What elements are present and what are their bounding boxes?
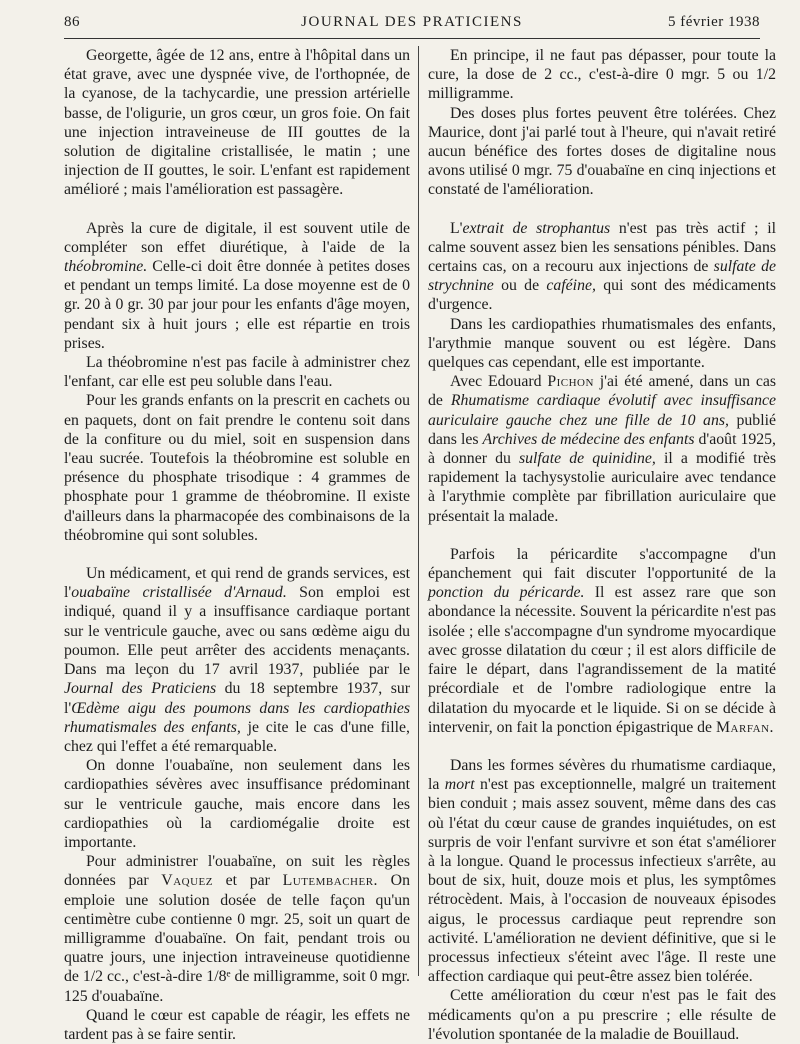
- paragraph: Dans les cardiopathies rhumatismales des enfants, l'arythmie manque souvent ou est légère. Dans quelques cas cependant, elle est importante.: [428, 315, 776, 372]
- column-divider: [418, 46, 419, 976]
- paragraph: Des doses plus fortes peuvent être tolérées. Chez Maurice, dont j'ai parlé tout à l'heure, qui n'avait retiré aucun bénéfice des fortes doses de digitaline nous avons utilisé 0 mgr. 75 d'ouabaïne en cinq injections et constaté de l'amélioration.: [428, 104, 776, 199]
- paragraph: Après la cure de digitale, il est souvent utile de compléter son effet diurétique, à l'aide de la théobromine. Celle-ci doit être donnée à petites doses et pendant un temps limité. La dose moyenne est de 0 gr. 20 à 0 gr. 30 par jour pour les enfants d'âge moyen, pendant six à huit jours ; elle est répartie en trois prises.: [64, 219, 410, 352]
- running-header: [64, 14, 760, 38]
- paragraph: Cette amélioration du cœur n'est pas le fait des médicaments qu'on a pu prescrire ; elle résulte de l'évolution spontanée de la maladie de Bouillaud.: [428, 987, 776, 1043]
- paragraph: L'extrait de strophantus n'est pas très actif ; il calme souvent assez bien les sensations pénibles. Dans certains cas, on a recouru aux injections de sulfate de strychnine ou de caféine, qui sont des médicaments d'urgence.: [428, 219, 776, 314]
- paragraph: En principe, il ne faut pas dépasser, pour toute la cure, la dose de 2 cc., c'est-à-dire 0 mgr. 5 ou 1/2 milligramme.: [428, 47, 776, 103]
- header-rule: [64, 38, 760, 39]
- paragraph: Pour administrer l'ouabaïne, on suit les règles données par Vaquez et par Lutembacher. On emploie une solution dosée de telle façon qu'un centimètre cube contienne 0 mgr. 25, soit un quart de milligramme d'ouabaïne. On fait, pendant trois ou quatre jours, une injection intraveineuse quotidienne de 1/2 cc., c'est-à-dire 1/8ᵉ de milligramme, soit 0 mgr. 125 d'ouabaïne.: [64, 853, 410, 1005]
- paragraph: Dans les formes sévères du rhumatisme cardiaque, la mort n'est pas exceptionnelle, malgré un traitement bien conduit ; mais assez souvent, même dans des cas où l'état du cœur cause de grandes inquiétudes, on est surpris de voir l'enfant survivre et son état s'améliorer à la longue. Quand le processus infectieux s'arrête, au bout de six, huit, douze mois et plus, les symptômes rétrocèdent. Mais, à l'occasion de nouveaux épisodes aigus, le processus cardiaque peut reprendre son activité. L'amélioration ne devient définitive, que si le processus infectieux s'éteint avec l'âge. Il reste une affection cardiaque qui peut-être assez bien tolérée.: [428, 756, 776, 986]
- paragraph: Georgette, âgée de 12 ans, entre à l'hôpital dans un état grave, avec une dyspnée vive, de l'orthopnée, de la cyanose, de la tachycardie, une pression artérielle basse, de l'oligurie, un gros cœur, un gros foie. On fait une injection intraveineuse de III gouttes de la solution de digitaline cristallisée, le matin ; une injection de II gouttes, le soir. L'enfant est rapidement amélioré ; mais l'amélioration est passagère.: [64, 47, 410, 199]
- paragraph: Avec Edouard Pichon j'ai été amené, dans un cas de Rhumatisme cardiaque évolutif avec insuffisance auriculaire gauche chez une fille de 10 ans, publié dans les Archives de médecine des enfants d'août 1925, à donner du sulfate de quinidine, il a modifié très rapidement la tachysystolie auriculaire avec tendance à l'arythmie complète par fibrillation auriculaire que présentait la malade.: [428, 373, 777, 525]
- journal-title: JOURNAL DES PRATICIENS: [301, 14, 523, 30]
- issue-date: 5 février 1938: [668, 14, 760, 30]
- right-column: [428, 46, 776, 1044]
- left-column: [64, 46, 410, 1044]
- paragraph: On donne l'ouabaïne, non seulement dans les cardiopathies sévères avec insuffisance prédominant sur le ventricule gauche, mais encore dans les cardiopathies où la cardiomégalie droite est importante.: [64, 757, 410, 851]
- paragraph: Un médicament, et qui rend de grands services, est l'ouabaïne cristallisée d'Arnaud. Son emploi est indiqué, quand il y a insuffisance cardiaque portant sur le ventricule gauche, avec ou sans œdème aigu du poumon. Elle peut arrêter des accidents menaçants. Dans ma leçon du 17 avril 1937, publiée par le Journal des Praticiens du 18 septembre 1937, sur l'Œdème aigu des poumons dans les cardiopathies rhumatismales des enfants, je cite le cas d'une fille, chez qui l'effet a été remarquable.: [64, 565, 411, 755]
- paragraph: Quand le cœur est capable de réagir, les effets ne tardent pas à se faire sentir.: [64, 1006, 410, 1043]
- page-number: 86: [64, 14, 80, 30]
- paragraph: Parfois la péricardite s'accompagne d'un épanchement qui fait discuter l'opportunité de la ponction du péricarde. Il est assez rare que son abondance la nécessite. Souvent la péricardite n'est pas isolée ; elle s'accompagne d'un syndrome myocardique avec grosse dilatation du cœur ; il est alors difficile de faire le départ, dans l'agrandissement de la matité précordiale et de l'ombre radiologique entre la dilatation du myocarde et le liquide. Si on se décide à intervenir, on fait la ponction épigastrique de Marfan.: [428, 545, 776, 736]
- paragraph: La théobromine n'est pas facile à administrer chez l'enfant, car elle est peu soluble dans l'eau.: [64, 354, 410, 391]
- paragraph: Pour les grands enfants on la prescrit en cachets ou en paquets, dont on fait prendre le contenu soit dans de la confiture ou du miel, soit en suspension dans l'eau sucrée. Toutefois la théobromine est soluble en présence du phosphate trisodique : 4 grammes de phosphate pour 1 gramme de théobromine. Il existe d'ailleurs dans la pharmacopée des combinaisons de la théobromine qui sont solubles.: [64, 392, 410, 544]
